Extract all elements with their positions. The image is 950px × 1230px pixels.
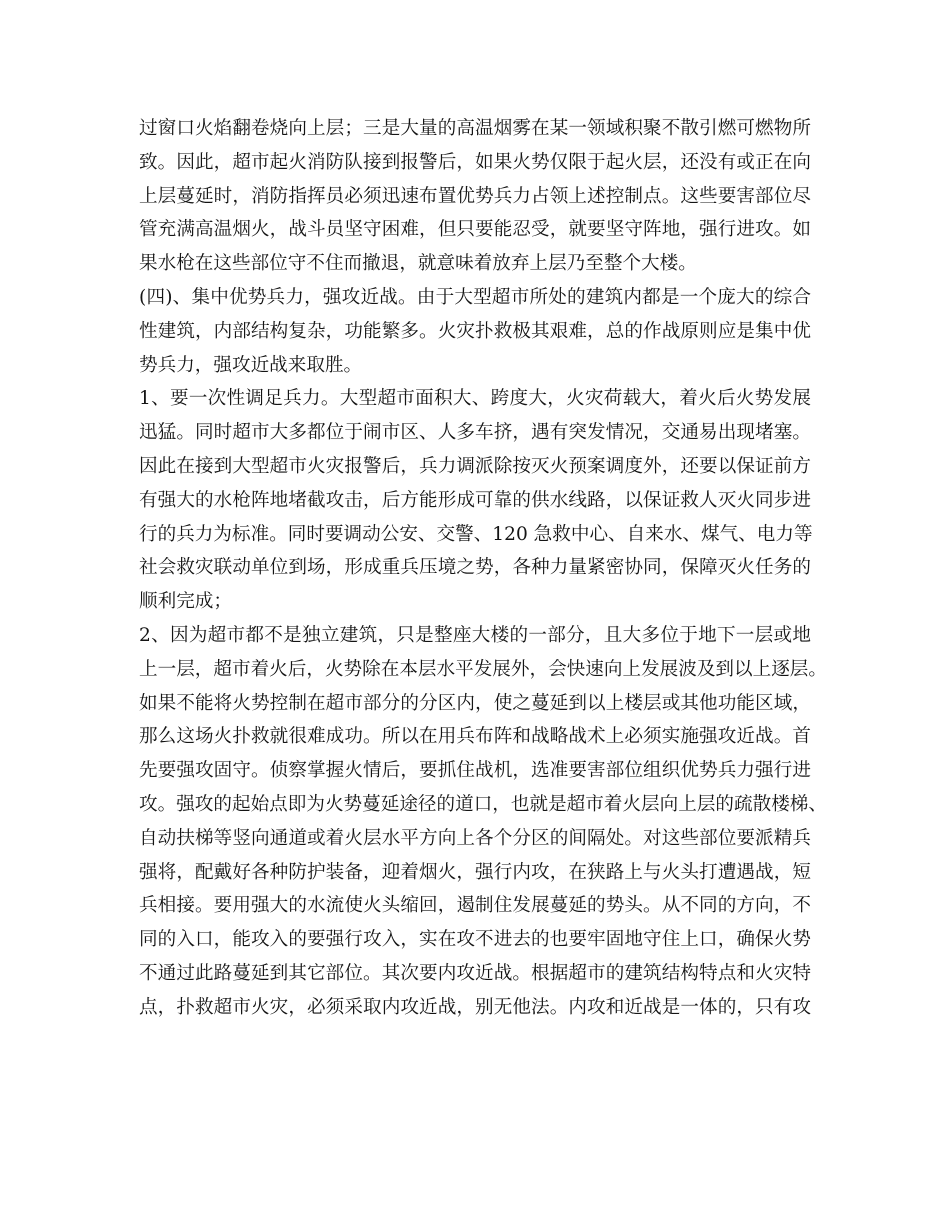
text-line: 上层蔓延时，消防指挥员必须迅速布置优势兵力占领上述控制点。这些要害部位尽	[139, 185, 811, 207]
text-line: 顺利完成；	[139, 591, 232, 613]
document-page	[139, 112, 827, 1025]
text-line: 迅猛。同时超市大多都位于闹市区、人多车挤，遇有突发情况，交通易出现堵塞。	[139, 422, 811, 444]
text-line: 果水枪在这些部位守不住而撤退，就意味着放弃上层乃至整个大楼。	[139, 253, 697, 275]
text-line: 自动扶梯等竖向通道或着火层水平方向上各个分区的间隔处。对这些部位要派精兵	[139, 827, 811, 849]
text-line: 势兵力，强攻近战来取胜。	[139, 354, 363, 376]
text-line: 兵相接。要用强大的水流使火头缩回，遏制住发展蔓延的势头。从不同的方向，不	[139, 895, 811, 917]
text-line: 上一层，超市着火后，火势除在本层水平发展外，会快速向上发展波及到以上逐层。	[139, 658, 827, 680]
text-line: 社会救灾联动单位到场，形成重兵压境之势，各种力量紧密协同，保障灭火任务的	[139, 557, 811, 579]
text-line: 管充满高温烟火，战斗员坚守困难，但只要能忍受，就要坚守阵地，强行进攻。如	[139, 219, 811, 241]
text-line: 如果不能将火势控制在超市部分的分区内，使之蔓延到以上楼层或其他功能区域，	[139, 692, 811, 714]
text-line: 先要强攻固守。侦察掌握火情后，要抓住战机，选准要害部位组织优势兵力强行进	[139, 760, 811, 782]
text-line: 强将，配戴好各种防护装备，迎着烟火，强行内攻，在狭路上与火头打遭遇战，短	[139, 861, 811, 883]
text-line: 攻。强攻的起始点即为火势蔓延途径的道口，也就是超市着火层向上层的疏散楼梯、	[139, 793, 827, 815]
text-line: 同的入口，能攻入的要强行攻入，实在攻不进去的也要牢固地守住上口，确保火势	[139, 929, 811, 951]
text-line: 不通过此路蔓延到其它部位。其次要内攻近战。根据超市的建筑结构特点和火灾特	[139, 962, 811, 984]
text-line: 1、要一次性调足兵力。大型超市面积大、跨度大，火灾荷载大，着火后火势发展	[139, 388, 811, 410]
text-line: 因此在接到大型超市火灾报警后，兵力调派除按灭火预案调度外，还要以保证前方	[139, 455, 811, 477]
text-line: 有强大的水枪阵地堵截攻击，后方能形成可靠的供水线路，以保证救人灭火同步进	[139, 489, 811, 511]
text-line: 那么这场火扑救就很难成功。所以在用兵布阵和战略战术上必须实施强攻近战。首	[139, 726, 811, 748]
text-line: 点，扑救超市火灾，必须采取内攻近战，别无他法。内攻和近战是一体的，只有攻	[139, 996, 811, 1018]
text-line: 行的兵力为标准。同时要调动公安、交警、120 急救中心、自来水、煤气、电力等	[139, 523, 813, 545]
text-line: (四)、集中优势兵力，强攻近战。由于大型超市所处的建筑内都是一个庞大的综合	[139, 286, 811, 308]
text-line: 过窗口火焰翻卷烧向上层；三是大量的高温烟雾在某一领域积聚不散引燃可燃物所	[139, 118, 811, 139]
text-line: 2、因为超市都不是独立建筑，只是整座大楼的一部分，且大多位于地下一层或地	[139, 624, 811, 646]
text-line: 性建筑，内部结构复杂，功能繁多。火灾扑救极其艰难，总的作战原则应是集中优	[139, 320, 811, 342]
text-line: 致。因此，超市起火消防队接到报警后，如果火势仅限于起火层，还没有或正在向	[139, 151, 811, 173]
